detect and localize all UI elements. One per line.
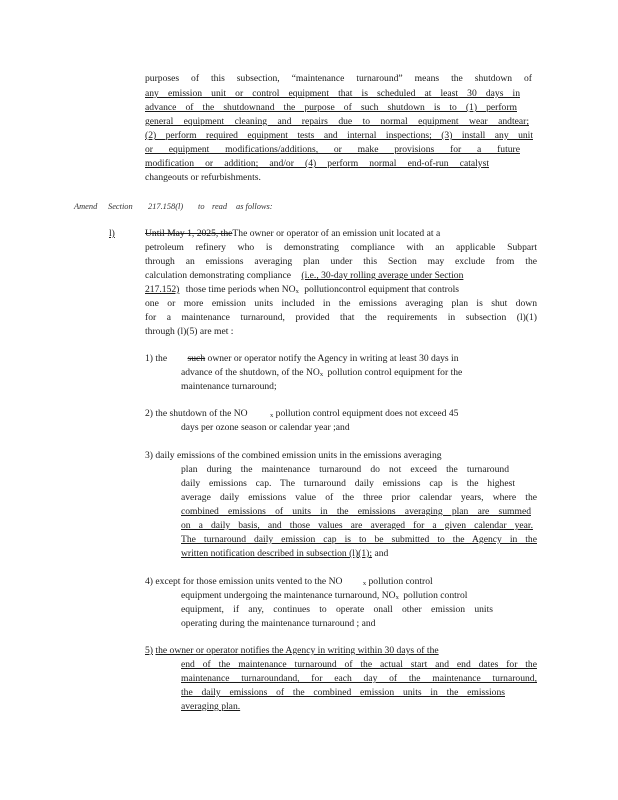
nox-subscript: x xyxy=(270,412,274,419)
item-1-line-3: maintenance turnaround; xyxy=(181,381,277,392)
item-5-line-2: end of the maintenance turnaround of the actual start and end dates for the xyxy=(181,659,537,670)
intro-line-3: advance of the shutdownand the purpose of such shutdown is to (1) perform xyxy=(145,102,517,113)
item-2-line-1 xyxy=(145,408,458,420)
item-3-line-3: daily emissions cap. The turnaround daily emissions cap is the highest xyxy=(181,478,515,489)
item-1-line-2-b: pollution control equipment for the xyxy=(327,367,463,378)
item-4-line-2-a: equipment undergoing the maintenance turnaround, NO xyxy=(181,590,396,601)
item-4-line-4: operating during the maintenance turnaround ; and xyxy=(181,618,376,629)
item-3-line-8-b: and xyxy=(374,548,389,559)
intro-line-4: general equipment cleaning and repairs due to normal equipment wear andtear; xyxy=(145,116,529,127)
amend-read: read xyxy=(212,202,228,211)
item-1-line-1-a: 1) the xyxy=(145,353,168,364)
amend-to: to xyxy=(198,202,205,211)
paragraph-l-line-2: petroleum refinery who is demonstrating compliance with an applicable Subpart xyxy=(145,242,537,253)
amend-word: Amend xyxy=(74,202,98,211)
amend-section-ref: 217.158(l) xyxy=(148,202,184,211)
nox-subscript: x xyxy=(295,288,299,295)
paragraph-l-line-8: through (l)(5) are met : xyxy=(145,326,234,337)
struck-text: Until May 1, 2025, the xyxy=(145,228,233,239)
intro-line-5: (2) perform required equipment tests and internal inspections; (3) install any unit xyxy=(145,130,533,141)
item-3-line-5: combined emissions of units in the emissions averaging plan are summed xyxy=(181,506,531,517)
item-2-line-1-a: 2) the shutdown of the NO xyxy=(145,408,248,419)
item-4-line-2 xyxy=(181,590,467,602)
paragraph-l-line-4-b: (i.e., 30-day rolling average under Section xyxy=(301,270,464,281)
intro-line-1: purposes of this subsection, “maintenance turnaround” means the shutdown of xyxy=(145,73,532,84)
paragraph-l-line-5 xyxy=(145,284,459,296)
paragraph-l-line-1 xyxy=(145,228,537,240)
paragraph-l-line-3: through an emissions averaging plan under this Section may exclude from the xyxy=(145,256,537,267)
paragraph-l-line-4-a: calculation demonstrating compliance xyxy=(145,270,291,281)
paragraph-l-line-5-c: pollutioncontrol equipment that controls xyxy=(304,284,460,295)
item-1-line-1 xyxy=(145,353,537,365)
item-5-label: 5) xyxy=(145,645,153,656)
item-2-line-2: days per ozone season or calendar year ;and xyxy=(181,422,350,433)
item-5-line-3: maintenance turnaroundand, for each day of the maintenance turnaround, xyxy=(181,673,537,684)
item-3-line-8-a: written notification described in subsection (l)(1); xyxy=(181,548,373,559)
paragraph-l-label: l) xyxy=(109,228,115,239)
item-1-line-2-a: advance of the shutdown, of the NO xyxy=(181,367,320,378)
item-3-line-8 xyxy=(181,548,388,560)
intro-line-2: any emission unit or control equipment that is scheduled at least 30 days in xyxy=(145,88,520,99)
item-3-line-7: The turnaround daily emission cap is to be submitted to the Agency in the xyxy=(181,534,537,545)
item-1-line-2 xyxy=(181,367,462,379)
item-3-line-6: on a daily basis, and those values are averaged for a given calendar year. xyxy=(181,520,533,531)
item-3-line-4: average daily emissions value of the three prior calendar years, where the xyxy=(181,492,537,503)
item-2-line-1-b: pollution control equipment does not exceed 45 xyxy=(275,408,459,419)
intro-line-6: or equipment modifications/additions, or make provisions for a future xyxy=(145,144,520,155)
item-3-line-1: 3) daily emissions of the combined emission units in the emissions averaging xyxy=(145,450,442,461)
nox-subscript: x xyxy=(395,594,399,601)
item-4-line-3: equipment, if any, continues to operate onall other emission units xyxy=(181,604,493,615)
intro-line-7: modification or addition; and/or (4) perform normal end-of-run catalyst xyxy=(145,158,489,169)
item-4-line-1 xyxy=(145,576,433,588)
paragraph-l-line-5-b: those time periods when NO xyxy=(185,284,296,295)
nox-subscript: x xyxy=(319,371,324,378)
intro-line-8: changeouts or refurbishments. xyxy=(145,172,261,183)
amend-section-word: Section xyxy=(108,202,133,211)
item-5-line-1 xyxy=(145,645,515,657)
item-5-line-4: the daily emissions of the combined emission units in the emissions xyxy=(181,687,505,698)
paragraph-l-line-7: for a maintenance turnaround, provided that the requirements in subsection (l)(1) xyxy=(145,312,537,323)
item-5-line-5: averaging plan. xyxy=(181,701,241,712)
paragraph-l-line-1-text: The owner or operator of an emission unit located at a xyxy=(232,228,441,239)
amend-as-follows: as follows: xyxy=(236,202,273,211)
item-4-line-1-b: pollution control xyxy=(368,576,433,587)
item-4-line-2-b: pollution control xyxy=(403,590,468,601)
paragraph-l-line-5-a: 217.152) xyxy=(145,284,180,295)
paragraph-l-line-6: one or more emission units included in the emissions averaging plan is shut down xyxy=(145,298,537,309)
item-1-struck: such xyxy=(187,353,206,364)
item-4-line-1-a: 4) except for those emission units vented to the NO xyxy=(145,576,343,587)
item-5-line-1-text: the owner or operator notifies the Agency in writing within 30 days of the xyxy=(155,645,439,656)
item-3-line-2: plan during the maintenance turnaround do not exceed the turnaround xyxy=(181,464,509,475)
item-1-line-1-b: owner or operator notify the Agency in writing at least 30 days in xyxy=(207,353,459,364)
paragraph-l-line-4 xyxy=(145,270,463,282)
nox-subscript: x xyxy=(362,580,367,587)
